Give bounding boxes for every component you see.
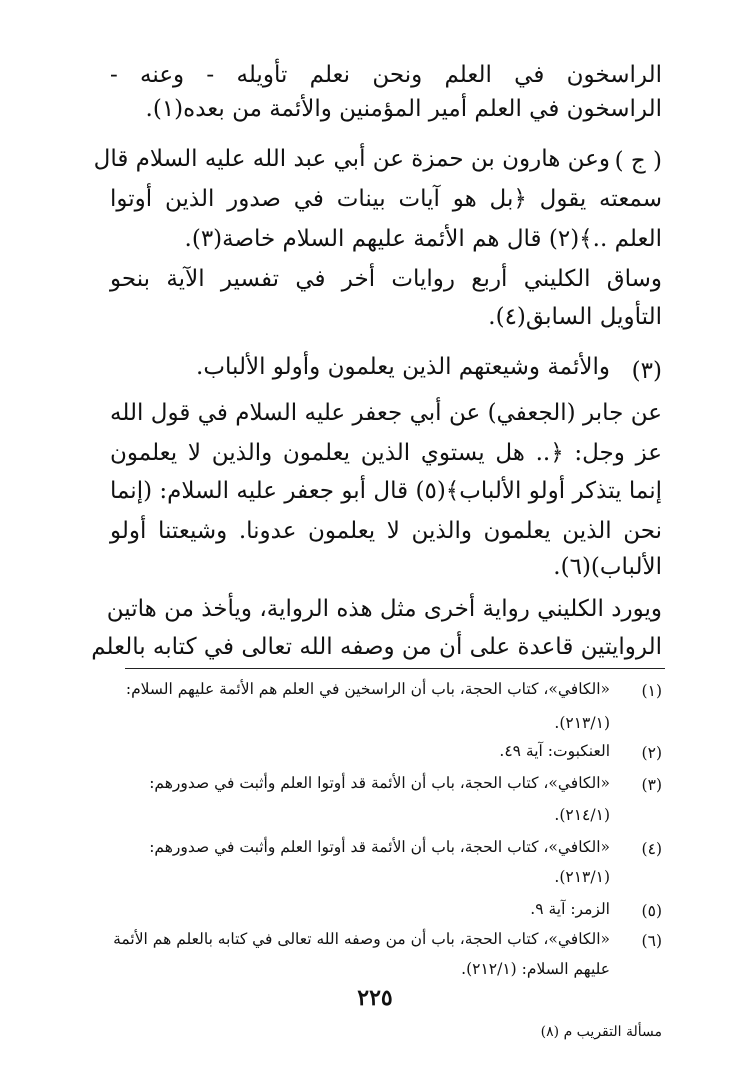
body-line: العلم ..﴾(٢) قال هم الأئمة عليهم السلام خاصة(٣). [184,226,662,252]
footnote-text: (٢١٤/١). [554,806,610,824]
footnote-text: العنكبوت: آية ٤٩. [499,742,610,760]
body-line: الروايتين قاعدة على أن من وصفه الله تعالى في كتابه بالعلم [91,634,662,660]
footnote-text: (٢١٣/١). [554,868,610,886]
body-line: ويورد الكليني رواية أخرى مثل هذه الرواية، ويأخذ من هاتين [106,596,662,622]
footnote-number: (٢) [641,744,662,762]
body-line: عن جابر (الجعفي) عن أبي جعفر عليه السلام في قول الله [110,400,662,426]
footnote-number: (٤) [641,840,662,858]
body-line: التأويل السابق(٤). [488,304,662,330]
signature-mark: مسألة التقريب م (٨) [540,1024,662,1040]
footnote-text: (٢١٣/١). [554,714,610,732]
body-line: إنما يتذكر أولو الألباب﴾(٥) قال أبو جعفر عليه السلام: (إنما [110,478,662,504]
footnote-text: الزمر: آية ٩. [530,900,610,918]
footnote-text: «الكافي»، كتاب الحجة، باب أن من وصفه الله تعالى في كتابه بالعلم هم الأئمة [113,930,610,948]
section-heading: والأئمة وشيعتهم الذين يعلمون وأولو الألباب. [196,354,610,380]
body-line: وعن هارون بن حمزة عن أبي عبد الله عليه السلام قال [93,146,610,172]
body-line: عز وجل: ﴿.. هل يستوي الذين يعلمون والذين لا يعلمون [110,440,662,466]
footnote-separator [125,668,665,669]
section-marker-3: (٣) [631,358,662,384]
page-number: ٢٢٥ [357,985,393,1011]
footnote-number: (٥) [641,902,662,920]
footnote-text: «الكافي»، كتاب الحجة، باب أن الراسخين في العلم هم الأئمة عليهم السلام: [125,680,610,698]
footnote-text: عليهم السلام: (٢١٢/١). [461,960,610,978]
footnote-number: (١) [641,682,662,700]
footnote-text: «الكافي»، كتاب الحجة، باب أن الأئمة قد أوتوا العلم وأثبت في صدورهم: [149,774,610,792]
body-line: الألباب)(٦). [553,554,662,580]
body-line: الراسخون في العلم أمير المؤمنين والأئمة من بعده(١). [145,96,662,122]
body-line: الراسخون في العلم ونحن نعلم تأويله - وعنه - [110,62,662,88]
footnote-number: (٦) [641,932,662,950]
footnote-text: «الكافي»، كتاب الحجة، باب أن الأئمة قد أوتوا العلم وأثبت في صدورهم: [149,838,610,856]
footnote-number: (٣) [641,776,662,794]
body-line: سمعته يقول ﴿بل هو آيات بينات في صدور الذين أوتوا [110,186,662,212]
body-line: وساق الكليني أربع روايات أخر في تفسير الآية بنحو [110,266,662,292]
body-line: نحن الذين يعلمون والذين لا يعلمون عدونا. وشيعتنا أولو [110,518,662,544]
item-marker-c: ( ج ) [614,148,662,174]
